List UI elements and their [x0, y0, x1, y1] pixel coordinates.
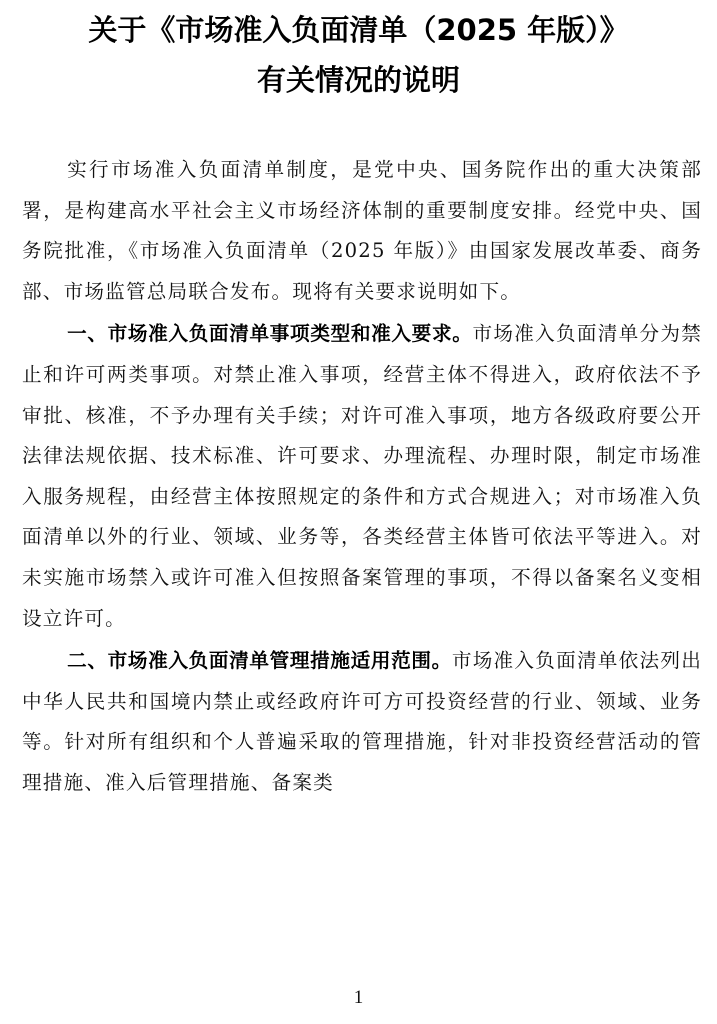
intro-paragraph: 实行市场准入负面清单制度，是党中央、国务院作出的重大决策部署，是构建高水平社会主义市场经济体制的重要制度安排。经党中央、国务院批准，《市场准入负面清单（2025 年版）》由国家发展改革委、商务部、市场监管总局联合发布。现将有关要求说明如下。: [22, 158, 702, 303]
section-paragraph-1: [22, 314, 702, 639]
section-text-1: 市场准入负面清单分为禁止和许可两类事项。对禁止准入事项，经营主体不得进入，政府依法不予审批、核准，不予办理有关手续；对许可准入事项，地方各级政府要公开法律法规依据、技术标准、许可要求、办理流程、办理时限，制定市场准入服务规程，由经营主体按照规定的条件和方式合规进入；对市场准入负面清单以外的行业、领域、业务等，各类经营主体皆可依法平等进入。对未实施市场禁入或许可准入但按照备案管理的事项，不得以备案名义变相设立许可。: [22, 322, 703, 630]
document-title-line-2: 有关情况的说明: [256, 63, 460, 97]
section-heading-1: 一、市场准入负面清单事项类型和准入要求。: [67, 322, 473, 346]
document-body: [22, 150, 702, 804]
page-number: 1: [353, 987, 364, 1008]
section-paragraph-2: [22, 641, 702, 803]
section-heading-2: 二、市场准入负面清单管理措施适用范围。: [67, 649, 452, 673]
section-text-2: 市场准入负面清单依法列出中华人民共和国境内禁止或经政府许可方可投资经营的行业、领域、业务等。针对所有组织和个人普遍采取的管理措施，针对非投资经营活动的管理措施、准入后管理措施、备案类: [22, 649, 702, 794]
document-title-line-1: 关于《市场准入负面清单（2025 年版）》: [88, 13, 629, 47]
